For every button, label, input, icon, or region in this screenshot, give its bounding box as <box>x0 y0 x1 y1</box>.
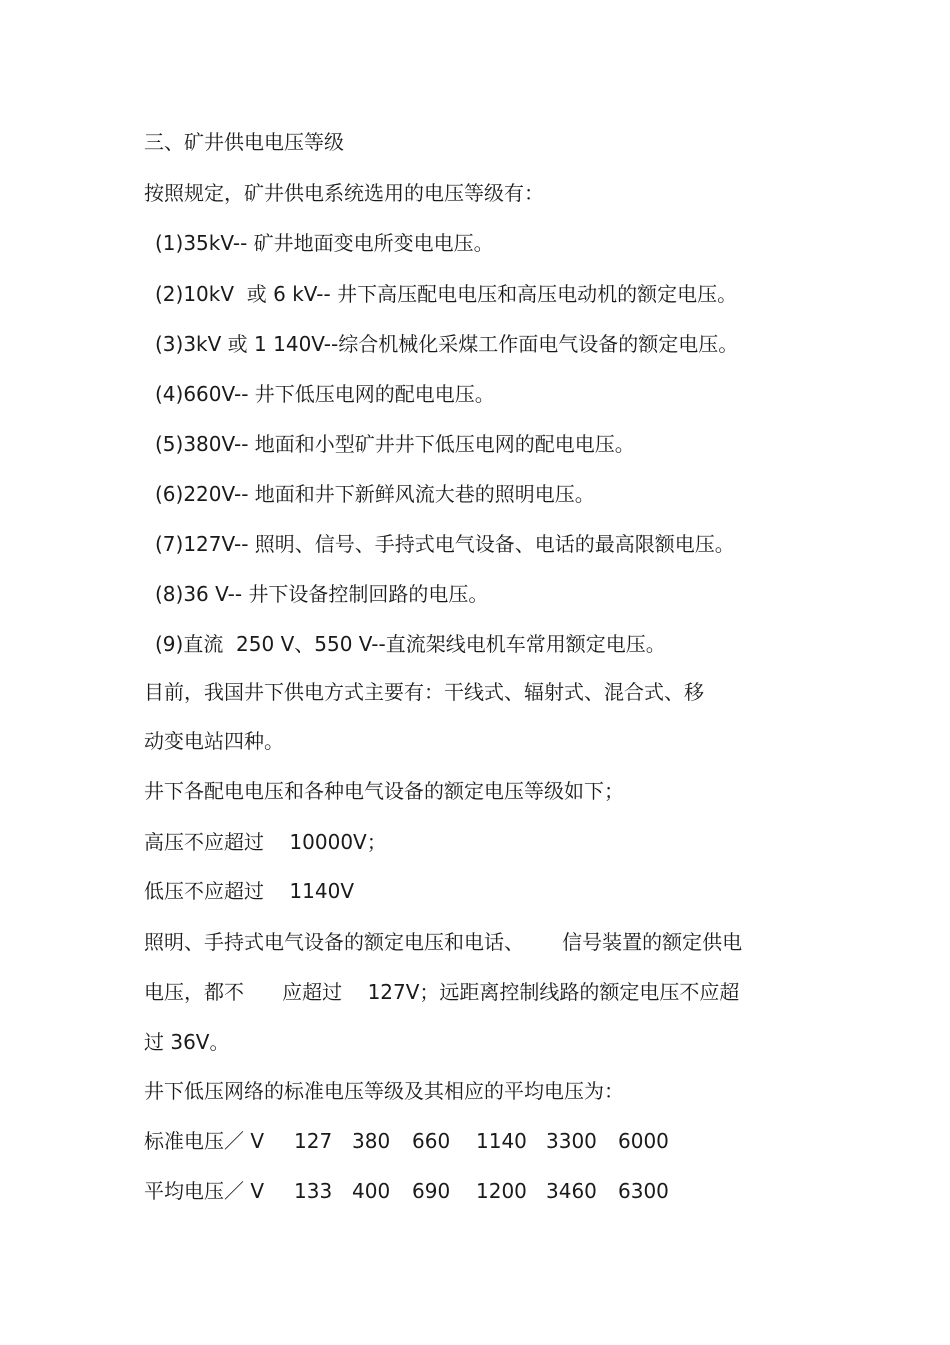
table-cell: 127 <box>294 1129 333 1153</box>
list-item: (4)660V-- 井下低压电网的配电电压。 <box>155 382 495 406</box>
list-item: (5)380V-- 地面和小型矿井井下低压电网的配电电压。 <box>155 432 635 456</box>
table-cell: 1140 <box>476 1129 527 1153</box>
table-cell: 6000 <box>618 1129 669 1153</box>
paragraph-line: 动变电站四种。 <box>144 729 284 753</box>
table-cell: 660 <box>412 1129 451 1153</box>
table-cell: 690 <box>412 1179 451 1203</box>
paragraph-line: 电压，都不 应超过 127V；远距离控制线路的额定电压不应超 <box>144 980 740 1004</box>
high-voltage-limit: 高压不应超过 10000V； <box>144 830 387 854</box>
list-item: (8)36 V-- 井下设备控制回路的电压。 <box>155 582 489 606</box>
list-item: (9)直流 250 V、550 V--直流架线电机车常用额定电压。 <box>155 632 666 656</box>
low-voltage-limit: 低压不应超过 1140V <box>144 879 355 903</box>
table-row <box>144 1127 669 1155</box>
row-label: 平均电压／ V <box>144 1179 265 1203</box>
paragraph-line: 井下各配电电压和各种电气设备的额定电压等级如下； <box>144 779 624 803</box>
paragraph-line: 照明、手持式电气设备的额定电压和电话、 信号装置的额定供电 <box>144 930 743 954</box>
table-cell: 3460 <box>546 1179 597 1203</box>
list-item: (3)3kV 或 1 140V--综合机械化采煤工作面电气设备的额定电压。 <box>155 332 739 356</box>
paragraph-line: 目前，我国井下供电方式主要有：干线式、辐射式、混合式、移 <box>144 680 704 704</box>
table-row <box>144 1177 669 1205</box>
table-cell: 380 <box>352 1129 391 1153</box>
section-heading: 三、矿井供电电压等级 <box>144 130 344 154</box>
paragraph-line: 井下低压网络的标准电压等级及其相应的平均电压为： <box>144 1079 624 1103</box>
table-cell: 133 <box>294 1179 333 1203</box>
list-item: (1)35kV-- 矿井地面变电所变电电压。 <box>155 231 494 255</box>
row-label: 标准电压／ V <box>144 1129 265 1153</box>
paragraph-line: 过 36V。 <box>144 1030 230 1054</box>
list-item: (2)10kV 或 6 kV-- 井下高压配电电压和高压电动机的额定电压。 <box>155 282 738 306</box>
table-cell: 3300 <box>546 1129 597 1153</box>
intro-text: 按照规定，矿井供电系统选用的电压等级有： <box>144 181 544 205</box>
table-cell: 1200 <box>476 1179 527 1203</box>
list-item: (7)127V-- 照明、信号、手持式电气设备、电话的最高限额电压。 <box>155 532 735 556</box>
table-cell: 400 <box>352 1179 391 1203</box>
list-item: (6)220V-- 地面和井下新鲜风流大巷的照明电压。 <box>155 482 595 506</box>
table-cell: 6300 <box>618 1179 669 1203</box>
